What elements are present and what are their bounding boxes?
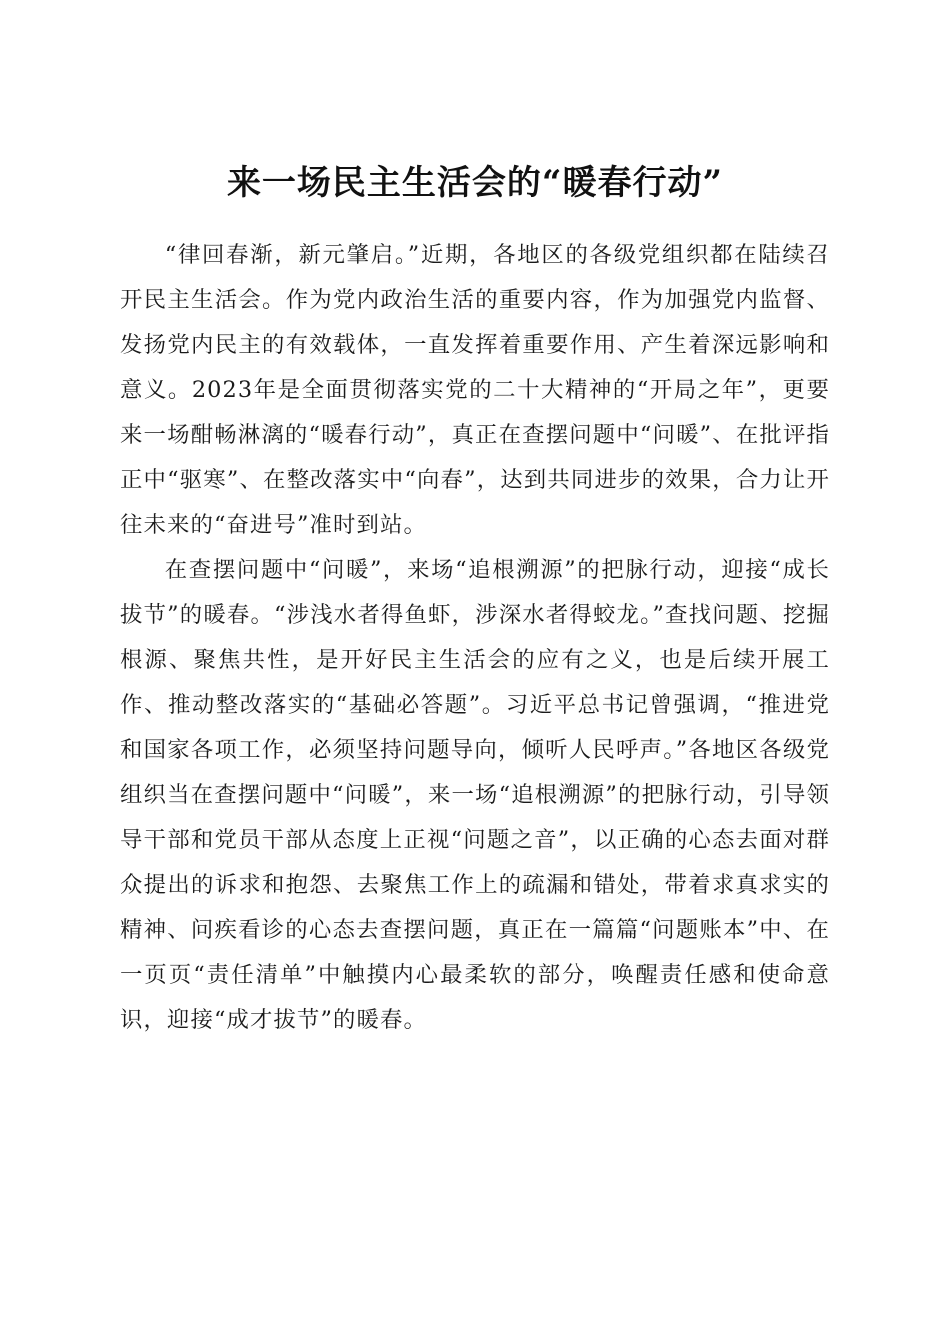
document-title: 来一场民主生活会的“暖春行动” bbox=[226, 162, 724, 203]
paragraph: 在查摆问题中“问暖”，来场“追根溯源”的把脉行动，迎接“成长拔节”的暖春。“涉浅水者得鱼虾，涉深水者得蛟龙。”查找问题、挖掘根源、聚焦共性，是开好民主生活会的应有之义，也是后续开展工作、推动整改落实的“基础必答题”。习近平总书记曾强调，“推进党和国家各项工作，必须坚持问题导向，倾听人民呼声。”各地区各级党组织当在查摆问题中“问暖”，来一场“追根溯源”的把脉行动，引导领导干部和党员干部从态度上正视“问题之音”，以正确的心态去面对群众提出的诉求和抱怨、去聚焦工作上的疏漏和错处，带着求真求实的精神、问疾看诊的心态去查摆问题，真正在一篇篇“问题账本”中、在一页页“责任清单”中触摸内心最柔软的部分，唤醒责任感和使命意识，迎接“成才拔节”的暖春。 bbox=[120, 557, 830, 1033]
document-body bbox=[120, 233, 830, 1043]
paragraph: “律回春渐，新元肇启。”近期，各地区的各级党组织都在陆续召开民主生活会。作为党内政治生活的重要内容，作为加强党内监督、发扬党内民主的有效载体，一直发挥着重要作用、产生着深远影响和意义。2023年是全面贯彻落实党的二十大精神的“开局之年”，更要来一场酣畅淋漓的“暖春行动”，真正在查摆问题中“问暖”、在批评指正中“驱寒”、在整改落实中“向春”，达到共同进步的效果，合力让开往未来的“奋进号”准时到站。 bbox=[120, 242, 830, 538]
